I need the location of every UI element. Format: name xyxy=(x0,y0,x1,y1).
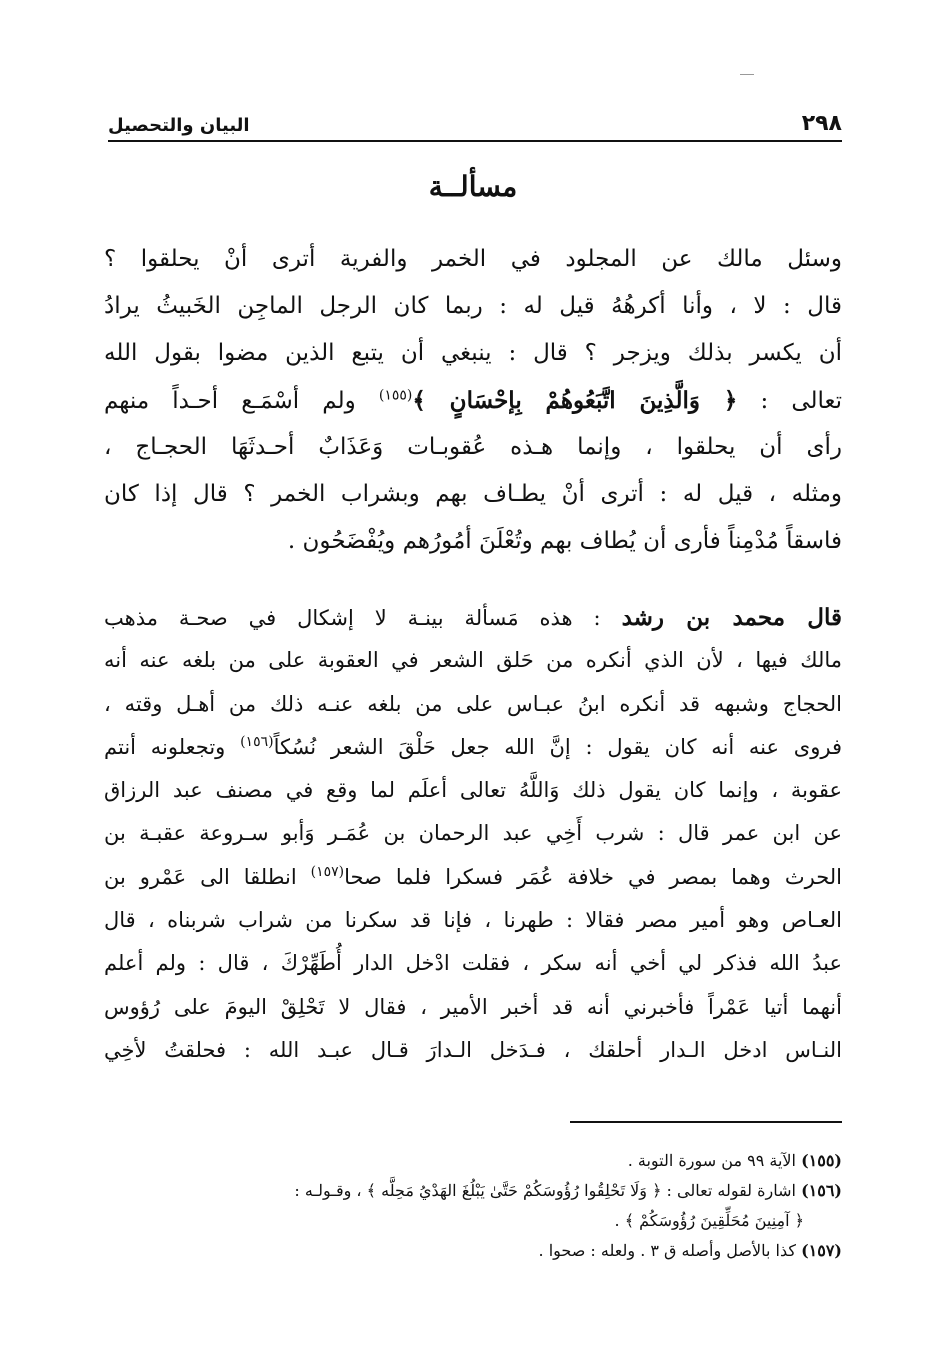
footnote xyxy=(104,1146,842,1176)
footnote-number: (١٥٧) xyxy=(801,1241,842,1260)
question-line-start: تعالى : xyxy=(760,388,843,414)
footnote-text: ﴿ آمِنِينَ مُحَلِّقِينَ رُؤُوسَكُمْ ﴾ . xyxy=(614,1211,804,1230)
commentary-line: العـاص وهو أمير مصر فقالا : طهرنا ، فإنا قد سكرنا من شراب شربناه ، قال xyxy=(104,908,842,933)
question-line: وسئل مالك عن المجلود في الخمر والفرية أترى أنْ يحلقوا ؟ xyxy=(104,246,842,272)
quran-verse: ﴿ وَالَّذِينَ اتَّبَعُوهُمْ بِإحْسَانٍ ﴾ xyxy=(412,387,738,414)
question-line: قال : لا ، وأنا أكرهُهُ قيل له : ربما كان الرجل الماجِن الخَبيثُ يرادُ xyxy=(104,293,842,319)
speaker-name: قال محمد بن رشد xyxy=(621,604,842,631)
question-title: مسألــة xyxy=(428,170,518,203)
footnote xyxy=(104,1236,842,1266)
commentary-line-start: الحرث وهما بمصر في خلافة عُمَر فسكرا فلما صحا xyxy=(344,864,842,889)
footnote-number: (١٥٦) xyxy=(801,1181,842,1200)
page-header xyxy=(108,96,842,142)
footnote-text: الآية ٩٩ من سورة التوبة . xyxy=(627,1151,796,1170)
commentary-line: عقوبة ، وإنما كان يقول ذلك وَاللَّهُ تعالى أعلَم لما وقع في مصنف عبد الرزاق xyxy=(104,778,842,803)
commentary-paragraph xyxy=(104,596,842,1072)
running-title: البيان والتحصيل xyxy=(108,115,250,136)
footnote-ref: (١٥٥) xyxy=(378,387,413,404)
commentary-line: مالك فيها ، لأن الذي أنكره من حَلق الشعر في العقوبة على من بلغه عنه أنه xyxy=(104,648,842,673)
question-paragraph xyxy=(104,236,842,565)
footnote-text: اشارة لقوله تعالى : ﴿ وَلَا تَحْلِقُوا رُؤُوسَكُمْ حَتَّىٰ يَبْلُغَ الهَدْيُ مَحِلَّه ﴾ ، وقـولـه : xyxy=(294,1181,796,1200)
commentary-line-rest: : هذه مَسألة بينـة لا إشكال في صحـة مذهب xyxy=(104,606,601,630)
footnote-number: (١٥٥) xyxy=(801,1151,842,1170)
footnotes xyxy=(104,1146,842,1266)
commentary-line-start: فروى عنه أنه كان يقول : إنَّ الله جعل حَلْقَ الشعر نُسُكاً xyxy=(273,734,842,759)
footnote-divider xyxy=(570,1121,842,1123)
footnote-ref: (١٥٦) xyxy=(240,733,274,750)
footnote-text: كذا بالأصل وأصله ق ٣ . ولعله : صحوا . xyxy=(538,1241,796,1260)
question-line-quran xyxy=(104,377,842,424)
commentary-line: أنهما أتيا عَمْراً فأخبرني أنه قد أخبر الأمير ، فقال لا تَحْلِقْ اليومَ على رُؤوس xyxy=(104,994,842,1019)
footnote xyxy=(104,1176,842,1206)
question-line: ومثله ، قيل له : أترى أنْ يطـاف بهم وبشراب الخمر ؟ قال إذا كان xyxy=(104,481,842,507)
commentary-line xyxy=(104,596,842,639)
footnote-continuation xyxy=(104,1206,842,1236)
commentary-line-end: انطلقا الى عَمْرو بن xyxy=(104,864,297,889)
commentary-line: الحجاج وشبهه قد أنكره ابنُ عبـاس على من بلغه عنـه ذلك من أهـل وقته ، xyxy=(104,691,842,716)
question-line-end: ولم أسْمَـع أحـداً منهم xyxy=(104,388,356,414)
question-line: رأى أن يحلقوا ، وإنما هـذه عُقوبـات وَعَذَابٌ أحـدثَهَا الحجـاج ، xyxy=(104,434,842,460)
commentary-line xyxy=(104,856,842,899)
question-line: فاسقاً مُدْمِناً فأرى أن يُطاف بهم وتُعْلَنَ أمُورُهم ويُفْضَحُون . xyxy=(287,528,842,554)
commentary-line xyxy=(104,726,842,769)
question-line: أن يكسر بذلك ويزجر ؟ قال : ينبغي أن يتبع الذين مضوا بقول الله xyxy=(104,340,842,366)
commentary-line-end: وتجعلونه أنتم xyxy=(104,734,226,759)
commentary-line: النـاس ادخل الـدار أحلقك ، فـدَخل الـدارَ قـال عبـد الله : فحلقتُ لأخِي xyxy=(104,1037,842,1062)
commentary-line: عبدُ الله فذكر لي أخي أنه سكر ، فقلت ادْخل الدار أُطَهِّرْكَ ، قال : ولم أعلم xyxy=(104,951,842,976)
scan-mark xyxy=(740,74,754,75)
footnote-ref: (١٥٧) xyxy=(310,863,345,880)
page-number: ٢٩٨ xyxy=(801,111,842,136)
commentary-line: عن ابن عمر قال : شرب أَخِي عبد الرحمان بن عُمَـر وَأبو سـروعة عقبـة بن xyxy=(104,821,842,846)
